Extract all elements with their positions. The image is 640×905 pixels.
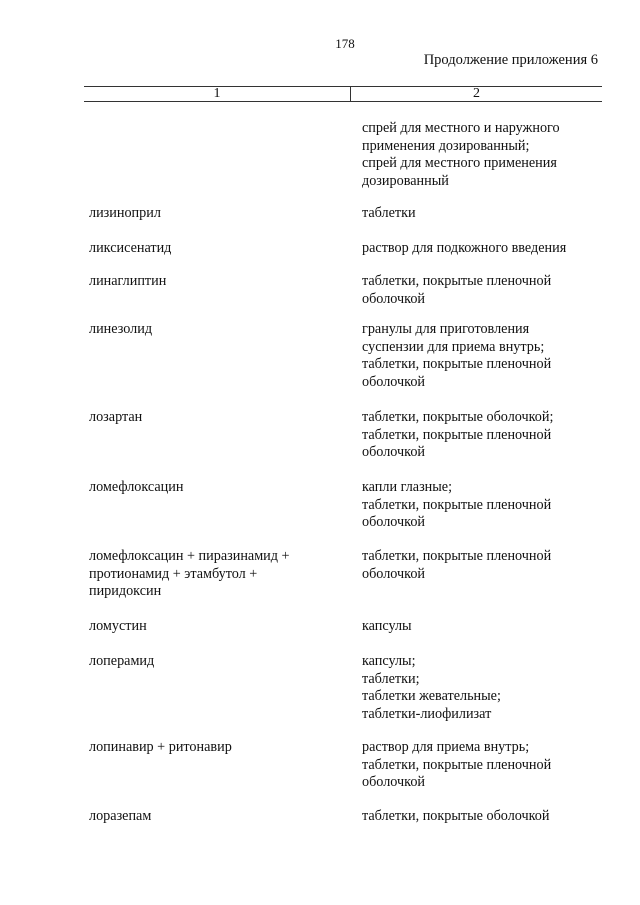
- dosage-form: капли глазные; таблетки, покрытые пленочной оболочкой: [362, 479, 552, 530]
- continuation-title: Продолжение приложения 6: [423, 52, 598, 68]
- drug-name: лизиноприл: [89, 205, 161, 221]
- dosage-form: раствор для подкожного введения: [362, 240, 567, 256]
- drug-name: лозартан: [89, 409, 143, 425]
- dosage-form: таблетки, покрытые пленочной оболочкой: [362, 273, 552, 307]
- dosage-form: таблетки, покрытые оболочкой: [362, 808, 550, 824]
- drug-name: линезолид: [89, 321, 153, 337]
- dosage-form: гранулы для приготовления суспензии для приема внутрь; таблетки, покрытые пленочной оболочкой: [362, 321, 552, 390]
- dosage-form: таблетки: [362, 205, 416, 221]
- drug-name: ликсисенатид: [89, 240, 172, 256]
- dosage-form: капсулы: [362, 618, 412, 634]
- drug-name: лоперамид: [89, 653, 155, 669]
- column-header-1: 1: [213, 86, 221, 101]
- column-header-2: 2: [473, 86, 480, 101]
- dosage-form: таблетки, покрытые оболочкой; таблетки, покрытые пленочной оболочкой: [362, 409, 554, 460]
- dosage-form: таблетки, покрытые пленочной оболочкой: [362, 548, 552, 582]
- drug-name: линаглиптин: [89, 273, 167, 289]
- dosage-form: капсулы; таблетки; таблетки жевательные; таблетки-лиофилизат: [362, 653, 501, 722]
- drug-name: лопинавир + ритонавир: [89, 739, 232, 755]
- drug-name: ломустин: [89, 618, 147, 634]
- dosage-form: спрей для местного и наружного применения дозированный; спрей для местного применения дозированный: [362, 120, 560, 189]
- drug-name: лоразепам: [89, 808, 152, 824]
- drug-name: ломефлоксацин + пиразинамид + протионамид + этамбутол + пиридоксин: [89, 548, 290, 599]
- dosage-form: раствор для приема внутрь; таблетки, покрытые пленочной оболочкой: [362, 739, 552, 790]
- page-number: 178: [335, 36, 355, 51]
- drug-name: ломефлоксацин: [89, 479, 184, 495]
